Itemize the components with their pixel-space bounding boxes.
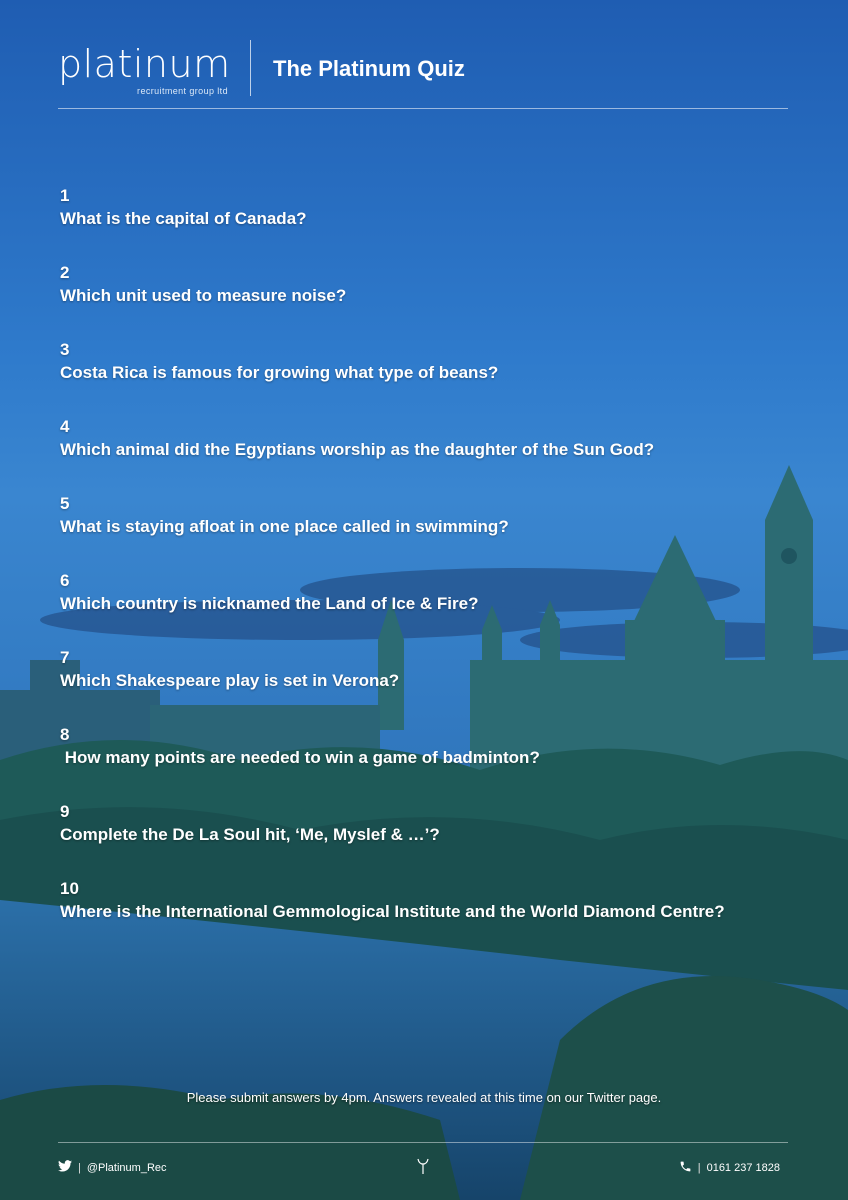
- question-number: 7: [60, 648, 70, 667]
- logo-subtitle: recruitment group ltd: [137, 86, 228, 96]
- question-text: Where is the International Gemmological Institute and the World Diamond Centre?: [60, 902, 725, 921]
- question-text: Which country is nicknamed the Land of Ice & Fire?: [60, 594, 479, 613]
- question-text: Complete the De La Soul hit, ‘Me, Myslef & …’?: [60, 825, 440, 844]
- question-item: [60, 801, 790, 847]
- twitter-icon: [58, 1160, 72, 1175]
- footer-rule: [58, 1142, 788, 1143]
- question-number: 3: [60, 340, 70, 359]
- question-text: Which unit used to measure noise?: [60, 286, 347, 305]
- question-number: 8: [60, 725, 70, 744]
- header-divider: [250, 40, 251, 96]
- question-number: 6: [60, 571, 70, 590]
- phone-contact[interactable]: [679, 1160, 780, 1176]
- footer-separator: |: [78, 1161, 81, 1174]
- question-item: [60, 570, 790, 616]
- question-item: [60, 185, 790, 231]
- question-text: What is staying afloat in one place called in swimming?: [60, 517, 509, 536]
- question-number: 2: [60, 263, 70, 282]
- question-item: [60, 262, 790, 308]
- phone-icon: [679, 1160, 692, 1176]
- question-number: 5: [60, 494, 70, 513]
- question-item: [60, 878, 790, 924]
- question-item: [60, 724, 790, 770]
- phone-number: 0161 237 1828: [706, 1162, 780, 1174]
- question-item: [60, 493, 790, 539]
- logo-mark-icon: [416, 1158, 430, 1177]
- question-text: Which Shakespeare play is set in Verona?: [60, 671, 400, 690]
- twitter-link[interactable]: [58, 1160, 167, 1175]
- question-number: 10: [60, 879, 79, 898]
- question-text: Costa Rica is famous for growing what type of beans?: [60, 363, 499, 382]
- header: [58, 40, 788, 108]
- question-text: Which animal did the Egyptians worship as the daughter of the Sun God?: [60, 440, 655, 459]
- question-item: [60, 416, 790, 462]
- twitter-handle: @Platinum_Rec: [86, 1161, 167, 1174]
- logo-wordmark: platinum: [58, 42, 231, 86]
- header-rule: [58, 108, 788, 109]
- question-text: How many points are needed to win a game of badminton?: [60, 748, 540, 767]
- platinum-logo[interactable]: [58, 42, 230, 102]
- page-title: The Platinum Quiz: [273, 56, 465, 81]
- question-text: What is the capital of Canada?: [60, 209, 307, 228]
- question-list: [60, 185, 790, 955]
- footer-separator: |: [697, 1162, 701, 1174]
- submission-note: Please submit answers by 4pm. Answers revealed at this time on our Twitter page.: [186, 1090, 662, 1105]
- question-number: 1: [60, 186, 70, 205]
- question-number: 4: [60, 417, 70, 436]
- question-item: [60, 647, 790, 693]
- question-item: [60, 339, 790, 385]
- question-number: 9: [60, 802, 70, 821]
- footer: [58, 1160, 788, 1184]
